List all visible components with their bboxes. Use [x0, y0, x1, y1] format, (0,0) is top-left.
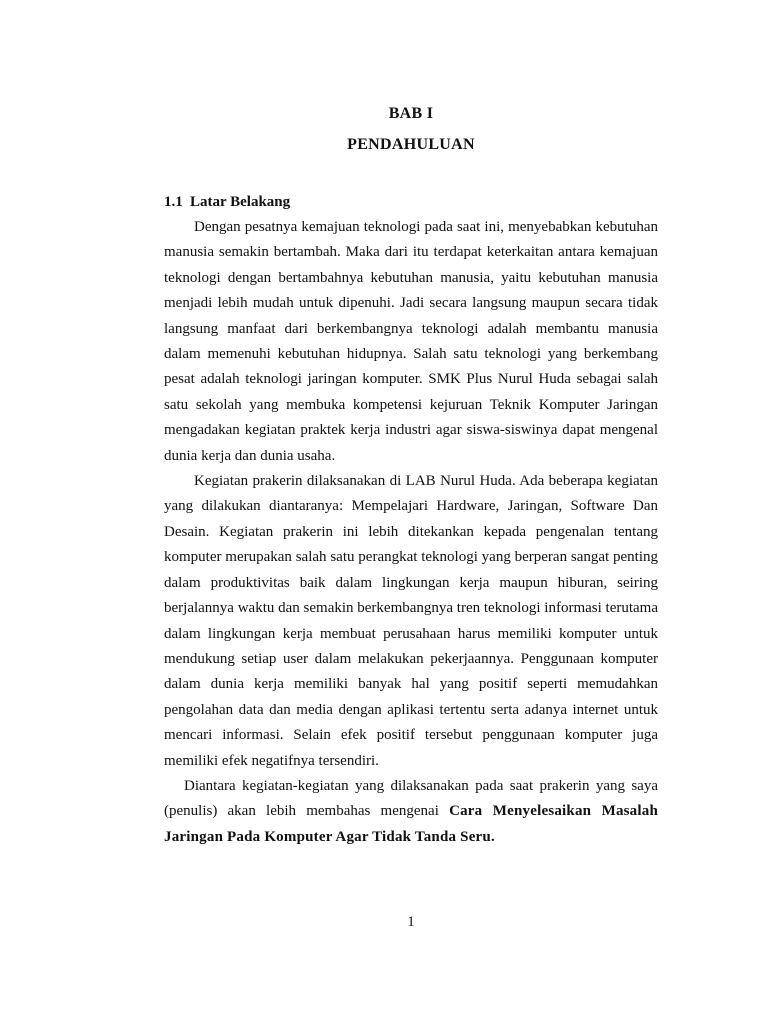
chapter-title: PENDAHULUAN — [347, 136, 475, 153]
paragraph-bold-text: Cara Menyelesaikan Masalah Jaringan Pada Komputer Agar Tidak Tanda Seru. — [164, 803, 658, 845]
paragraph-text: Diantara kegiatan-kegiatan yang dilaksanakan pada saat prakerin yang saya (penulis) akan lebih membahas mengenai — [164, 777, 658, 820]
section-number: 1.1 — [164, 194, 183, 210]
body-text — [164, 215, 658, 850]
section-heading — [164, 194, 290, 211]
paragraph — [164, 774, 658, 850]
paragraph: Dengan pesatnya kemajuan teknologi pada saat ini, menyebabkan kebutuhan manusia semakin bertambah. Maka dari itu terdapat keterkaitan antara kemajuan teknologi dengan bertambahnya kebutuhan manusia, yaitu kebutuhan manusia menjadi lebih mudah untuk dipenuhi. Jadi secara langsung maupun secara tidak langsung manfaat dari berkembangnya teknologi adalah membantu manusia dalam memenuhi kebutuhan hidupnya. Salah satu teknologi yang berkembang pesat adalah teknologi jaringan komputer. SMK Plus Nurul Huda sebagai salah satu sekolah yang membuka kompetensi kejuruan Teknik Komputer Jaringan mengadakan kegiatan praktek kerja industri agar siswa-siswinya dapat mengenal dunia kerja dan dunia usaha. — [164, 219, 658, 464]
section-title: Latar Belakang — [190, 194, 291, 210]
page-number: 1 — [407, 914, 415, 930]
paragraph: Kegiatan prakerin dilaksanakan di LAB Nurul Huda. Ada beberapa kegiatan yang dilakukan diantaranya: Mempelajari Hardware, Jaringan, Software Dan Desain. Kegiatan prakerin ini lebih ditekankan kepada pengenalan tentang komputer merupakan salah satu perangkat teknologi yang berperan sangat penting dalam produktivitas baik dalam lingkungan kerja maupun hiburan, seiring berjalannya waktu dan semakin berkembangnya tren teknologi informasi terutama dalam lingkungan kerja membuat perusahaan harus memiliki komputer untuk mendukung setiap user dalam melakukan pekerjaannya. Penggunaan komputer dalam dunia kerja memiliki banyak hal yang positif seperti memudahkan pengolahan data dan media dengan aplikasi tertentu serta adanya internet untuk mencari informasi. Selain efek positif tersebut penggunaan komputer juga memiliki efek negatifnya tersendiri. — [164, 473, 658, 769]
chapter-number: BAB I — [388, 105, 434, 122]
